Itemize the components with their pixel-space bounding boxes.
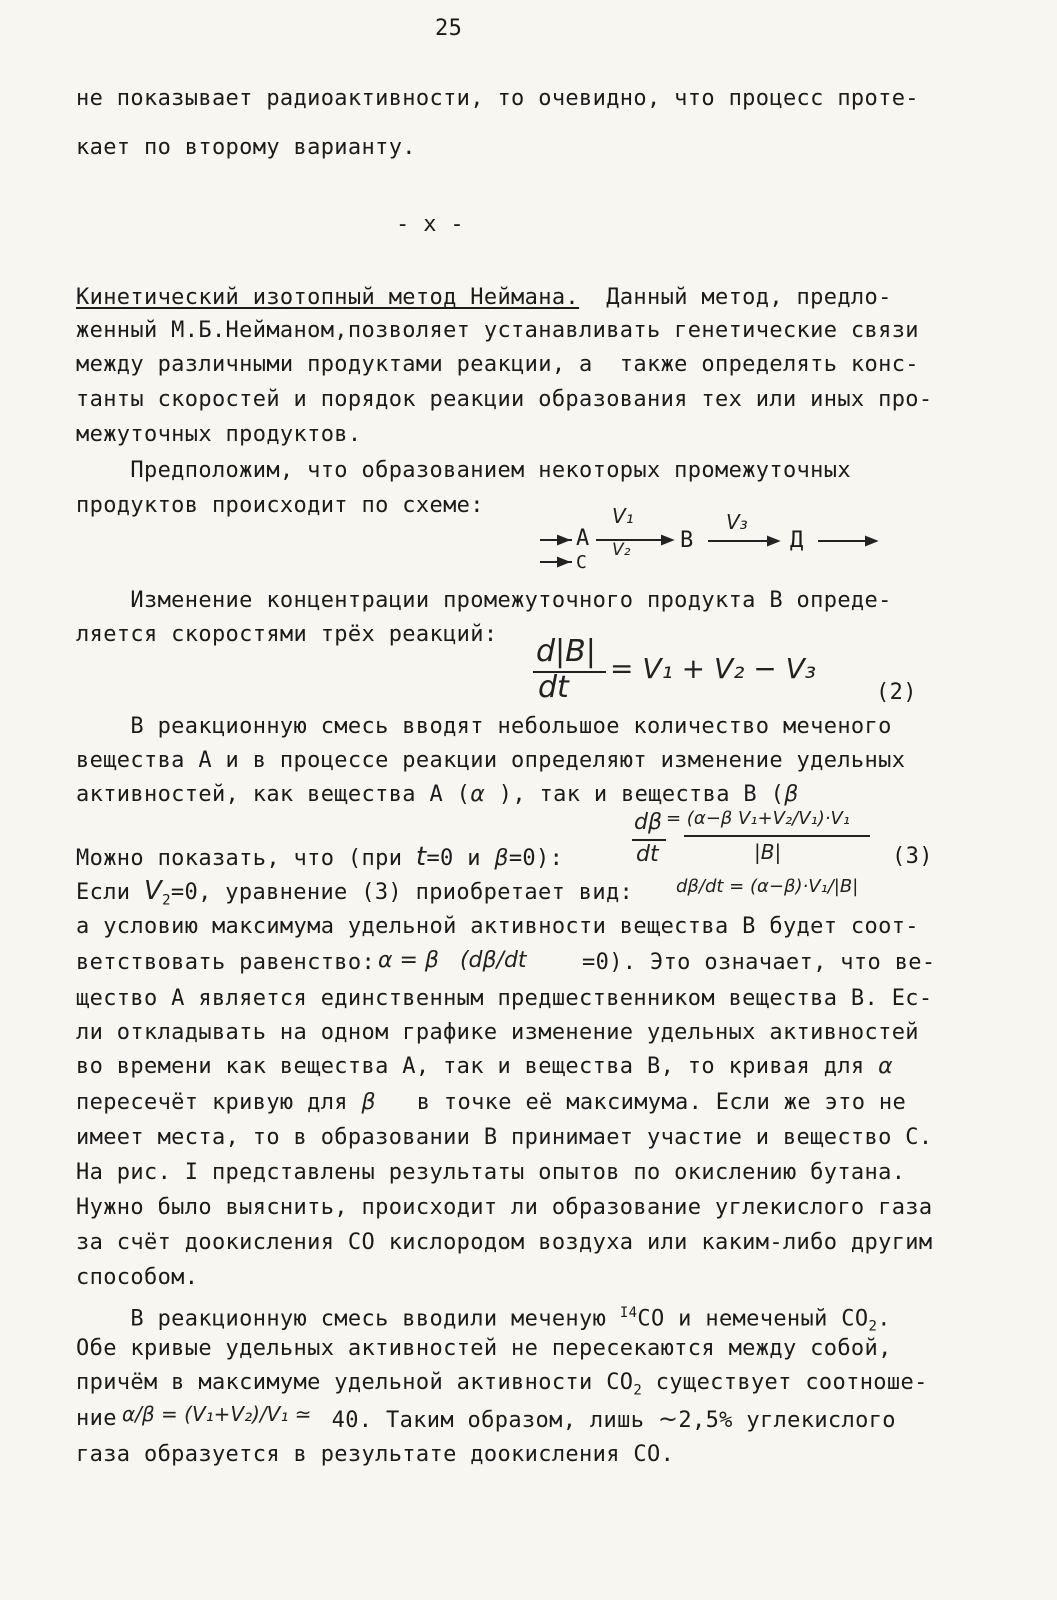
eq2-rhs: = V₁ + V₂ − V₃ [610,652,817,685]
beta-symbol: β [494,846,509,871]
scheme-a: А [576,526,590,551]
eq3-numerator: dβ [634,810,663,835]
text-fragment: =0, уравнение (3) приобретает вид: [170,880,634,905]
text-fragment: =0): [508,846,564,871]
isotope-superscript: I4 [619,1305,638,1321]
scheme-b: В [680,528,694,553]
subscript: 2 [868,1318,878,1335]
text-line [76,948,375,978]
alpha-symbol: α [470,782,486,807]
text-line [76,1088,906,1118]
text-line: газа образуется в результате доокисления СО. [76,1442,675,1467]
ratio-formula: α/β = (V₁+V₂)/V₁ ≃ [122,1402,312,1426]
text-fragment: в точке её максимума. Если же это не [375,1090,907,1115]
eq3-rhs-denominator: |B| [754,840,782,864]
scheme-v1: V₁ [612,504,634,528]
t-symbol: t [415,842,427,872]
text-fragment: во времени как вещества А, так и вещества В, то кривая для [76,1054,865,1079]
beta-symbol: β [361,1090,376,1115]
text-fragment: активностей, как вещества А ( [76,782,471,807]
page-number: 25 [435,16,463,41]
text-fragment: причём в максимуме удельной активности СО [76,1370,634,1395]
text-fragment: В реакционную смесь вводили меченую [76,1306,620,1332]
eq4-formula: dβ/dt = (α−β)·V₁/|B| [676,876,859,897]
text-fragment: ветствовать равенство: [76,950,376,975]
text-line: способом. [76,1265,199,1290]
scheme-v2: V₂ [612,540,631,560]
text-line: не показывает радиоактивности, то очевидно, что процесс проте- [76,86,919,111]
text-line: между различными продуктами реакции, а также определять конс- [76,352,919,377]
text-fragment: 40. Таким образом, лишь [318,1408,645,1433]
eq2-label: (2) [876,680,917,705]
text-line: ли откладывать на одном графике изменение удельных активностей [76,1020,919,1045]
text-line: вещества А и в процессе реакции определяют изменение удельных [76,748,906,773]
text-line: Предположим, что образованием некоторых промежуточных [76,458,851,483]
text-line: имеет места, то в образовании В принимает участие и вещество С. [76,1125,933,1150]
alpha-symbol: α [878,1054,893,1079]
eq3-rhs-numerator: = (α−β V₁+V₂/V₁)·V₁ [666,808,850,829]
text-line: ние [76,1406,117,1431]
scheme-d: Д [790,528,804,553]
text-fragment: пересечёт кривую для [76,1090,348,1115]
text-fragment: 2,5% углекислого [678,1408,896,1433]
eq2-denominator: dt [538,670,569,705]
v2-subscript: 2 [162,892,171,909]
text-line [76,1052,893,1082]
section-separator: - x - [396,212,464,237]
section-heading: Кинетический изотопный метод Неймана. [76,285,580,310]
text-line: кает по второму варианту. [76,135,416,160]
beta-symbol: β [784,782,799,807]
eq2-numerator: d|B| [536,634,596,669]
text-fragment: . [877,1306,891,1332]
text-line [76,876,633,915]
text-line: Нужно было выяснить, происходит ли образование углекислого газа [76,1195,933,1220]
text-line: ляется скоростями трёх реакций: [76,622,498,647]
text-fragment: =0 и [426,846,495,871]
text-fragment: Данный метод, предло- [579,285,892,310]
text-line: танты скоростей и порядок реакции образования тех или иных про- [76,387,933,412]
text-line: щество А является единственным предшественником вещества В. Ес- [76,986,933,1011]
text-fragment: Можно показать, что (при [76,846,416,871]
v2-symbol: V [143,876,163,906]
text-line: продуктов происходит по схеме: [76,493,484,518]
text-line: Обе кривые удельных активностей не пересекаются между собой, [76,1336,892,1361]
text-fragment: ), так и вещества В ( [485,782,785,807]
text-fragment: существует соотноше- [642,1370,928,1395]
eq3-denominator: dt [636,842,659,867]
text-line [76,842,563,874]
text-fragment: СО и немеченый СО [637,1306,869,1332]
eq3-label: (3) [892,844,933,869]
text-line: а условию максимума удельной активности вещества В будет соот- [76,914,919,939]
text-line [318,1404,896,1436]
scheme-v3: V₃ [726,510,748,534]
approx-symbol: ~ [657,1405,679,1433]
text-line: за счёт доокисления СО кислородом воздуха или каким-либо другим [76,1230,933,1255]
condition-formula: α = β (dβ/dt [378,948,527,973]
text-line: На рис. I представлены результаты опытов по окислению бутана. [76,1160,906,1185]
text-line: женный М.Б.Нейманом,позволяет устанавливать генетические связи [76,318,919,343]
text-line: Изменение концентрации промежуточного продукта В опреде- [76,588,892,613]
scheme-c: С [576,552,588,573]
text-fragment: Если [76,880,144,905]
text-line [76,1368,928,1405]
subscript: 2 [633,1382,643,1399]
text-line: В реакционную смесь вводят небольшое количество меченого [76,714,892,739]
text-line: межуточных продуктов. [76,422,362,447]
text-line: =0). Это означает, что ве- [582,950,936,975]
